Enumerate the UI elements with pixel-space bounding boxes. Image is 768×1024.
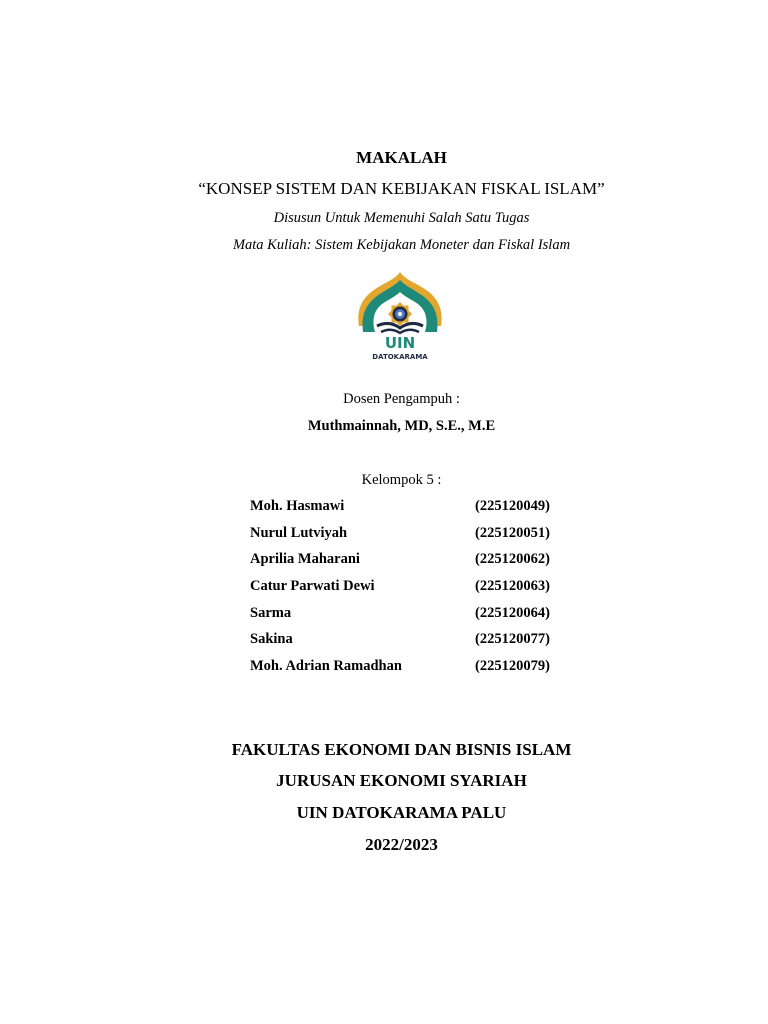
member-name: Moh. Adrian Ramadhan bbox=[250, 658, 402, 675]
list-item bbox=[250, 551, 570, 578]
group-label: Kelompok 5 : bbox=[361, 472, 442, 488]
university-name: UIN DATOKARAMA PALU bbox=[296, 803, 507, 822]
logo-text: DATOKARAMA bbox=[372, 353, 428, 361]
member-id: (225120064) bbox=[475, 604, 550, 621]
logo-letters: UIN bbox=[384, 334, 416, 352]
academic-year: 2022/2023 bbox=[365, 835, 438, 854]
list-item bbox=[250, 578, 570, 605]
member-name: Nurul Lutviyah bbox=[250, 524, 348, 541]
document-heading: MAKALAH bbox=[356, 148, 447, 167]
lecturer-label: Dosen Pengampuh : bbox=[343, 391, 460, 407]
member-id: (225120077) bbox=[475, 631, 550, 648]
list-item bbox=[250, 498, 570, 525]
member-name: Aprilia Maharani bbox=[250, 551, 360, 568]
document-title: “KONSEP SISTEM DAN KEBIJAKAN FISKAL ISLAM” bbox=[198, 179, 605, 198]
list-item bbox=[250, 525, 570, 552]
uin-datokarama-logo-icon bbox=[355, 270, 445, 362]
member-name: Sakina bbox=[250, 631, 293, 648]
member-id: (225120062) bbox=[475, 551, 550, 568]
purpose-line: Disusun Untuk Memenuhi Salah Satu Tugas bbox=[273, 210, 530, 226]
member-name: Sarma bbox=[250, 604, 292, 621]
member-name: Catur Parwati Dewi bbox=[250, 578, 375, 595]
list-item bbox=[250, 658, 570, 685]
member-id: (225120049) bbox=[475, 498, 550, 514]
lecturer-name: Muthmainnah, MD, S.E., M.E bbox=[307, 418, 496, 434]
member-id: (225120063) bbox=[475, 578, 550, 595]
member-list bbox=[250, 498, 570, 685]
faculty-name: FAKULTAS EKONOMI DAN BISNIS ISLAM bbox=[231, 740, 572, 759]
member-id: (225120051) bbox=[475, 524, 550, 541]
list-item bbox=[250, 605, 570, 632]
list-item bbox=[250, 631, 570, 658]
member-name: Moh. Hasmawi bbox=[250, 498, 345, 514]
department-name: JURUSAN EKONOMI SYARIAH bbox=[276, 771, 527, 790]
course-line: Mata Kuliah: Sistem Kebijakan Moneter dan Fiskal Islam bbox=[232, 237, 571, 253]
member-id: (225120079) bbox=[475, 658, 550, 675]
